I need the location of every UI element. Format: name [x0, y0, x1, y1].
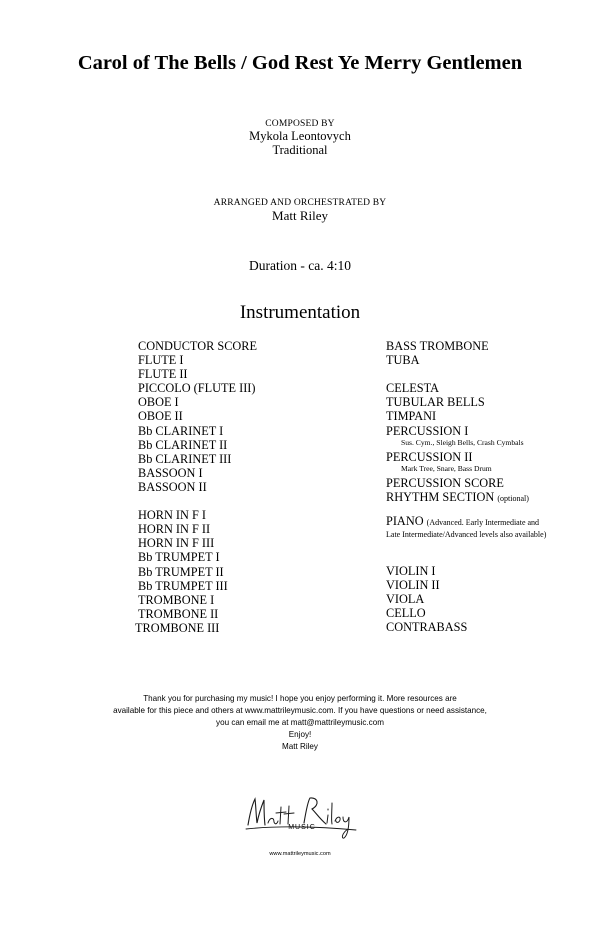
instrument-label: RHYTHM SECTION [386, 489, 495, 504]
instrumentation-heading: Instrumentation [239, 302, 361, 323]
instrument-item: TROMBONE I [138, 592, 215, 607]
instrument-item: VIOLIN I [386, 563, 436, 578]
instrument-item: PICCOLO (FLUTE III) [138, 381, 256, 396]
duration: Duration - ca. 4:10 [249, 258, 351, 273]
matt-riley-music-logo [244, 793, 360, 843]
instrument-item: CONDUCTOR SCORE [138, 339, 258, 353]
thanks-line: you can email me at matt@mattrileymusic.com [216, 718, 384, 727]
thanks-line: Enjoy! [288, 730, 312, 739]
instrument-item: Bb TRUMPET III [138, 578, 228, 593]
instrument-item: VIOLIN II [386, 578, 440, 593]
logo-subtitle: MUSIC [288, 824, 316, 831]
instrument-item: BASSOON II [138, 479, 207, 494]
group-spacer [386, 541, 546, 564]
instrument-list-right [386, 339, 546, 634]
instrument-item: BASSOON I [138, 465, 203, 480]
instrument-note: (Advanced. Early Intermediate and [426, 517, 540, 527]
instrument-item: HORN IN F II [138, 522, 211, 537]
thank-you-message [0, 693, 600, 753]
page-title: Carol of The Bells / God Rest Ye Merry Gentlemen [77, 52, 523, 74]
instrument-item: TUBULAR BELLS [386, 395, 485, 410]
group-spacer [138, 494, 257, 508]
instrument-item: Bb CLARINET III [138, 451, 232, 466]
group-spacer [386, 367, 546, 381]
instrument-item: FLUTE II [138, 367, 188, 382]
arranged-by-label: ARRANGED AND ORCHESTRATED BY [213, 198, 387, 208]
instrument-note: Sus. Cym., Sleigh Bells, Crash Cymbals [401, 437, 524, 447]
instrument-item: BASS TROMBONE [386, 339, 489, 353]
instrument-item: PERCUSSION II [386, 449, 473, 464]
instrument-item: TROMBONE II [138, 606, 219, 621]
instrument-item: FLUTE I [138, 353, 184, 368]
composed-by-label: COMPOSED BY [265, 119, 335, 129]
instrument-item: Bb CLARINET II [138, 437, 228, 452]
instrument-list-left [135, 339, 258, 635]
signature-icon [244, 793, 360, 843]
thanks-line: available for this piece and others at www.mattrileymusic.com. If you have questions or need assistance, [113, 706, 487, 715]
instrument-item: PERCUSSION I [386, 423, 469, 438]
instrument-item: Bb TRUMPET I [138, 550, 220, 565]
arranger-name: Matt Riley [272, 208, 328, 223]
instrument-item: VIOLA [386, 592, 425, 607]
instrument-item: HORN IN F I [138, 508, 206, 523]
instrument-item: CONTRABASS [386, 620, 468, 635]
instrument-note: Mark Tree, Snare, Bass Drum [401, 463, 492, 473]
instrument-item: OBOE II [138, 409, 183, 424]
instrument-item: CELLO [386, 606, 426, 621]
instrument-item [386, 490, 546, 506]
instrument-item: Bb TRUMPET II [138, 564, 224, 579]
instrument-item: OBOE I [138, 395, 179, 410]
composer-name: Mykola Leontovych [249, 129, 351, 143]
instrument-note: Late Intermediate/Advanced levels also available) [386, 529, 547, 539]
website-url: www.mattrileymusic.com [269, 851, 331, 857]
instrument-label: PIANO [386, 513, 424, 528]
instrument-item: HORN IN F III [138, 536, 215, 551]
instrument-item: TROMBONE III [135, 620, 220, 635]
instrument-item: CELESTA [386, 381, 439, 396]
thanks-line: Thank you for purchasing my music! I hope you enjoy performing it. More resources are [143, 694, 457, 703]
instrument-item: PERCUSSION SCORE [386, 475, 504, 490]
composer-name: Traditional [272, 143, 328, 157]
instrument-item [386, 515, 546, 529]
instrument-item: Bb CLARINET I [138, 423, 224, 438]
thanks-line: Matt Riley [282, 742, 318, 751]
instrument-item: TUBA [386, 353, 420, 368]
instrument-item: TIMPANI [386, 409, 437, 424]
optional-note: (optional) [497, 493, 529, 503]
